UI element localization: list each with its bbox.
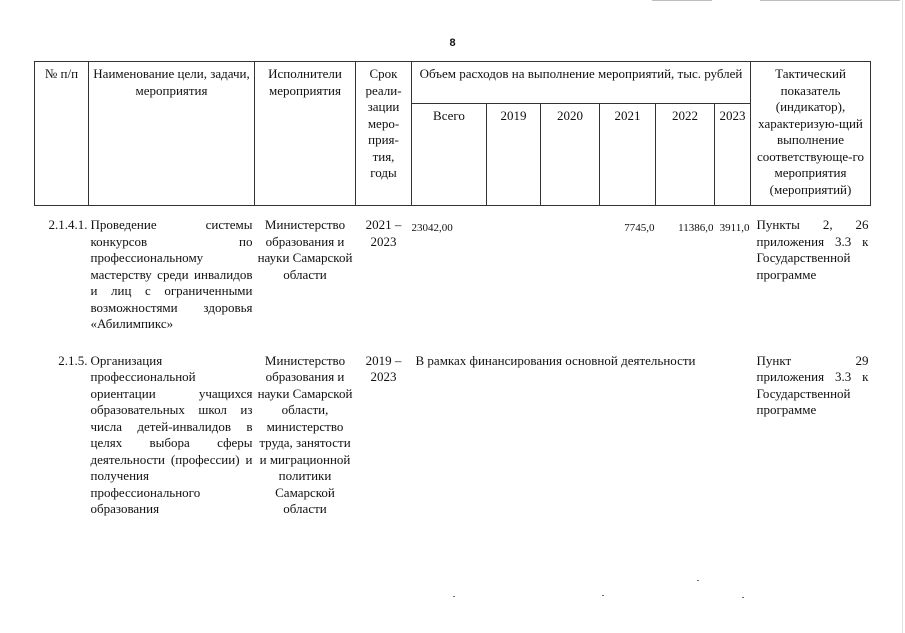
row-code: 2.1.4.1.: [48, 217, 88, 232]
row-name: Проведение системы конкурсов по профессиональному мастерству среди инвалидов и лиц с ограниченными возможностями здоровья «Абилимпикс»: [90, 217, 253, 331]
row-indicator: Пункт 29 приложения 3.3 к Государственной программе: [756, 352, 869, 417]
scan-speck: [742, 597, 744, 598]
header-year-2021: 2021: [600, 104, 656, 206]
header-year-2020: 2020: [541, 104, 600, 206]
row-2021: 7745,0: [624, 222, 655, 234]
header-year-2019: 2019: [487, 104, 541, 206]
scan-artifact-line: [760, 0, 900, 1]
header-year-2022: 2022: [656, 104, 715, 206]
header-term: Срок реали-зации меро-прия-тия, годы: [356, 62, 412, 206]
expense-table: [34, 61, 871, 518]
scan-speck: [602, 595, 604, 596]
row-term: 2019 – 2023: [365, 352, 402, 384]
table-row: [35, 353, 871, 518]
page-number: 8: [449, 37, 456, 49]
scan-edge: [902, 0, 903, 633]
row-2023: 3911,0: [719, 222, 750, 234]
row-term: 2021 – 2023: [365, 217, 402, 249]
row-executors: Министерство образования и науки Самарской области, министерство труда, занятости и миграционной политики Самарской области: [257, 352, 353, 516]
header-volume: Объем расходов на выполнение мероприятий, тыс. рублей: [412, 62, 751, 104]
header-year-2023: 2023: [715, 104, 751, 206]
row-2019: [487, 217, 541, 333]
header-total: Всего: [412, 104, 487, 206]
row-2020: [541, 217, 600, 333]
header-name: Наименование цели, задачи, мероприятия: [89, 62, 255, 206]
header-executors: Исполнители мероприятия: [255, 62, 356, 206]
header-num: № п/п: [35, 62, 89, 206]
row-2022: 11386,0: [678, 222, 714, 234]
header-indicator: Тактический показатель (индикатор), характеризую-щий выполнение соответствующе-го мероприятия (мероприятий): [751, 62, 871, 206]
row-financing: В рамках финансирования основной деятельности: [415, 352, 696, 368]
row-indicator: Пункты 2, 26 приложения 3.3 к Государственной программе: [756, 217, 869, 282]
scan-speck: [697, 580, 699, 581]
table-header-row: [35, 62, 871, 104]
scan-artifact-line: [652, 0, 712, 1]
table-row: [35, 217, 871, 333]
row-executors: Министерство образования и науки Самарской области: [257, 217, 353, 282]
row-code: 2.1.5.: [58, 352, 88, 368]
row-total: 23042,00: [411, 222, 453, 234]
scan-speck: [453, 596, 455, 597]
row-name: Организация профессиональной ориентации учащихся образовательных школ из числа детей-инвалидов в целях выбора сферы деятельности (профессии) и получения профессионального образования: [90, 352, 253, 516]
